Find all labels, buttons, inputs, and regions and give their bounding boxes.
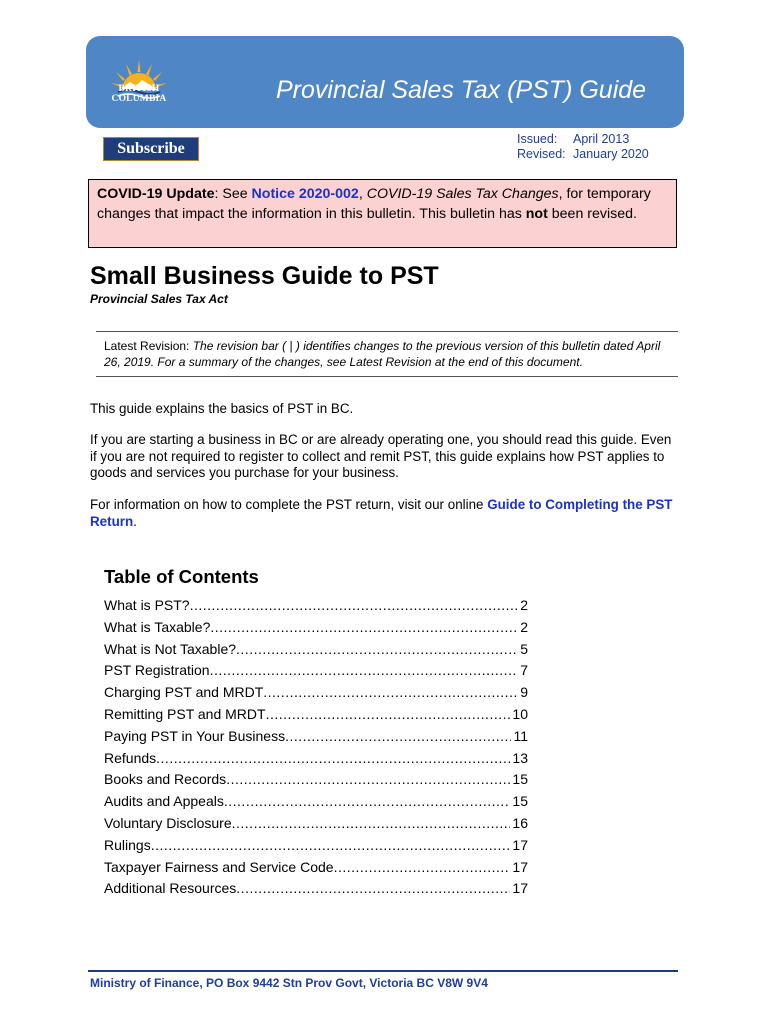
toc-entry[interactable] xyxy=(104,793,528,815)
toc-entry[interactable] xyxy=(104,706,528,728)
toc-entry[interactable] xyxy=(104,837,528,859)
page-banner-title: Provincial Sales Tax (PST) Guide xyxy=(276,76,647,104)
revised-label: Revised: xyxy=(517,147,566,161)
intro-paragraph: This guide explains the basics of PST in BC. xyxy=(90,401,354,416)
body-paragraph: If you are starting a business in BC or are already operating one, you should read this guide. Even if you are not required to register to collect and remit PST, this guide explains how PST applies to goods and services you purchase for your business. xyxy=(90,432,672,480)
toc-entry[interactable] xyxy=(104,880,528,902)
table-of-contents xyxy=(104,597,528,902)
toc-entry-page: 17 xyxy=(512,858,528,875)
toc-entry-label: PST Registration xyxy=(104,662,210,679)
toc-leader-dots xyxy=(210,662,519,678)
toc-entry[interactable] xyxy=(104,750,528,772)
toc-leader-dots xyxy=(266,706,511,722)
toc-entry[interactable] xyxy=(104,771,528,793)
toc-entry-label: Voluntary Disclosure xyxy=(104,814,232,831)
covid-text: , xyxy=(358,186,367,202)
return-guide-link[interactable]: Guide to Completing the PST Return xyxy=(90,497,673,529)
toc-entry[interactable] xyxy=(104,684,528,706)
document-subtitle: Provincial Sales Tax Act xyxy=(90,292,228,306)
notice-link[interactable]: Notice 2020-002 xyxy=(251,186,359,202)
revision-text: The revision bar ( | ) identifies changes to the previous version of this bulletin dated April 26, 2019. For a summary of the changes, see Latest Revision at the end of this document. xyxy=(104,339,661,369)
covid-text: been revised. xyxy=(547,206,637,222)
toc-entry-label: Additional Resources xyxy=(104,880,237,897)
toc-entry[interactable] xyxy=(104,662,528,684)
paragraph-text: For information on how to complete the PST return, visit our online xyxy=(90,497,488,512)
toc-leader-dots xyxy=(334,859,511,875)
toc-entry-page: 7 xyxy=(520,662,528,679)
toc-entry-label: Rulings xyxy=(104,836,151,853)
document-title: Small Business Guide to PST xyxy=(90,262,439,290)
covid-update-notice xyxy=(88,179,677,248)
toc-entry-label: Paying PST in Your Business xyxy=(104,727,286,744)
toc-leader-dots xyxy=(151,837,511,853)
toc-entry-page: 10 xyxy=(512,705,528,722)
toc-entry-page: 11 xyxy=(513,727,528,744)
covid-text: : See xyxy=(214,186,252,202)
toc-entry-label: Books and Records xyxy=(104,771,227,788)
toc-leader-dots xyxy=(156,750,510,766)
toc-leader-dots xyxy=(226,771,510,787)
toc-entry-page: 13 xyxy=(512,749,528,766)
toc-entry-label: What is PST? xyxy=(104,597,190,613)
toc-leader-dots xyxy=(236,880,510,896)
header-banner xyxy=(86,36,684,128)
toc-title: Table of Contents xyxy=(104,566,259,587)
toc-entry[interactable] xyxy=(104,728,528,750)
issued-date: April 2013 xyxy=(573,132,630,146)
issue-dates xyxy=(517,132,649,162)
covid-label: COVID-19 Update xyxy=(97,186,215,202)
revision-note xyxy=(96,331,678,377)
toc-entry[interactable] xyxy=(104,619,528,641)
toc-leader-dots xyxy=(224,793,511,809)
toc-entry-page: 9 xyxy=(520,684,528,701)
footer-divider xyxy=(88,970,678,972)
toc-entry[interactable] xyxy=(104,859,528,881)
toc-entry-label: Taxpayer Fairness and Service Code xyxy=(104,858,334,875)
toc-entry-label: Charging PST and MRDT xyxy=(104,684,264,701)
covid-text: , for temporary changes that impact the information in this bulletin. This bulletin has xyxy=(97,186,651,222)
toc-entry-page: 17 xyxy=(512,836,528,853)
paragraph-text: . xyxy=(133,513,137,529)
toc-entry-page: 17 xyxy=(512,880,528,897)
toc-entry-page: 15 xyxy=(512,793,528,810)
toc-entry-page: 5 xyxy=(520,640,528,657)
revised-date: January 2020 xyxy=(573,147,649,161)
toc-entry-label: What is Taxable? xyxy=(104,618,211,635)
toc-entry-page: 15 xyxy=(512,771,528,788)
toc-entry[interactable] xyxy=(104,641,528,663)
toc-leader-dots xyxy=(263,684,518,700)
covid-not: not xyxy=(525,206,548,222)
toc-entry[interactable] xyxy=(104,597,528,619)
toc-entry-label: Audits and Appeals xyxy=(104,793,224,810)
bc-logo-wordmark: BRITISH COLUMBIA xyxy=(111,84,167,104)
return-guide-paragraph xyxy=(90,497,680,530)
toc-leader-dots xyxy=(232,815,511,831)
toc-leader-dots xyxy=(210,619,518,635)
toc-entry-page: 2 xyxy=(520,597,528,613)
toc-leader-dots xyxy=(190,597,519,613)
issued-label: Issued: xyxy=(517,132,558,146)
footer-address: Ministry of Finance, PO Box 9442 Stn Prov Govt, Victoria BC V8W 9V4 xyxy=(90,976,488,990)
covid-italic-title: COVID-19 Sales Tax Changes xyxy=(366,186,559,202)
toc-entry[interactable] xyxy=(104,815,528,837)
subscribe-button[interactable]: Subscribe xyxy=(103,137,199,161)
toc-leader-dots xyxy=(236,641,518,657)
toc-entry-label: Refunds xyxy=(104,749,157,766)
toc-entry-label: What is Not Taxable? xyxy=(104,640,237,657)
toc-leader-dots xyxy=(285,728,511,744)
revision-label: Latest Revision: xyxy=(104,339,193,353)
toc-entry-page: 2 xyxy=(520,618,528,635)
toc-entry-label: Remitting PST and MRDT xyxy=(104,705,266,722)
toc-entry-page: 16 xyxy=(512,814,528,831)
